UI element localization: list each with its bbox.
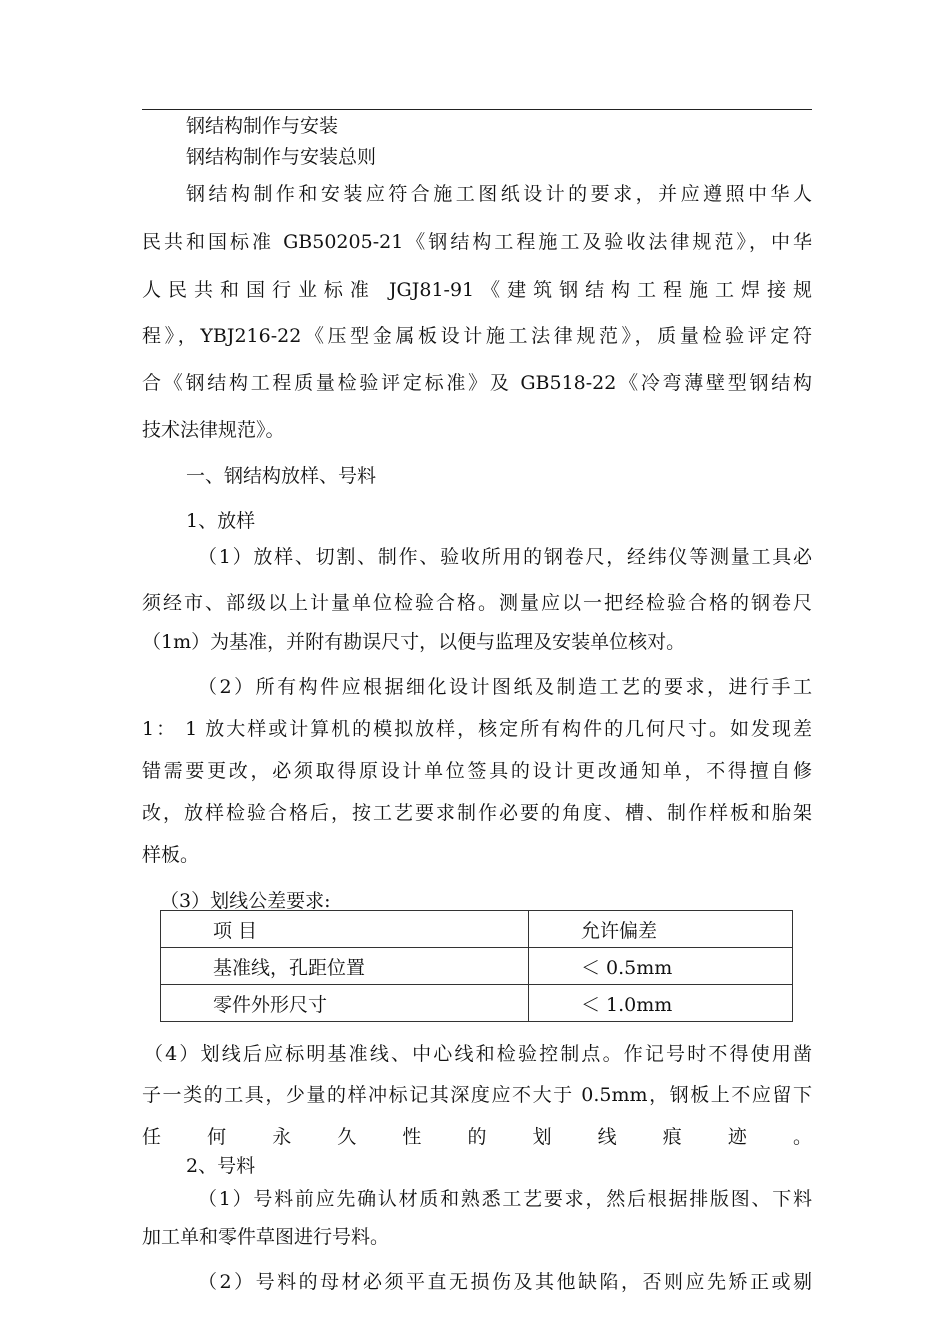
item4-line-3 xyxy=(142,1125,812,1149)
table-row xyxy=(161,985,793,1022)
intro-line-4: 程》，YBJ216-22《压型金属板设计施工法律规范》，质量检验评定符 xyxy=(142,325,812,347)
tolerance-table xyxy=(160,910,793,1022)
table-cell-item: 基准线，孔距位置 xyxy=(161,948,529,985)
intro-line-3: 人民共和国行业标准 JGJ81-91《建筑钢结构工程施工焊接规 xyxy=(142,279,812,301)
item4-char: 迹 xyxy=(727,1126,747,1148)
item4-char: 任 xyxy=(142,1126,162,1148)
table-row xyxy=(161,948,793,985)
sub1-title: 1、放样 xyxy=(186,510,256,532)
item4-line-1: （4）划线后应标明基准线、中心线和检验控制点。作记号时不得使用凿 xyxy=(144,1043,812,1065)
item1-line-1: （1）放样、切割、制作、验收所用的钢卷尺，经纬仪等测量工具必 xyxy=(198,546,812,568)
item2-line-2: 1： 1 放大样或计算机的模拟放样，核定所有构件的几何尺寸。如发现差 xyxy=(142,718,812,740)
item5-line-1: （1）号料前应先确认材质和熟悉工艺要求，然后根据排版图、下料 xyxy=(198,1188,812,1210)
item4-char: 划 xyxy=(532,1126,552,1148)
item4-char: 何 xyxy=(207,1126,227,1148)
item6-line-1: （2）号料的母材必须平直无损伤及其他缺陷，否则应先矫正或剔 xyxy=(198,1271,812,1293)
intro-line-1: 钢结构制作和安装应符合施工图纸设计的要求，并应遵照中华人 xyxy=(186,183,812,205)
item2-line-1: （2）所有构件应根据细化设计图纸及制造工艺的要求，进行手工 xyxy=(198,676,812,698)
sub2-title: 2、号料 xyxy=(186,1155,256,1177)
heading-steel-structure: 钢结构制作与安装 xyxy=(186,115,339,137)
table-header-item: 项 目 xyxy=(161,911,529,948)
item4-char: 永 xyxy=(272,1126,292,1148)
item4-char: 。 xyxy=(792,1126,812,1148)
section1-title: 一、钢结构放样、号料 xyxy=(186,465,377,487)
item4-char: 性 xyxy=(402,1126,422,1148)
item4-char: 线 xyxy=(597,1126,617,1148)
item4-char: 痕 xyxy=(662,1126,682,1148)
item4-char: 久 xyxy=(337,1126,357,1148)
item3-title: （3）划线公差要求: xyxy=(160,890,331,912)
table-header-row xyxy=(161,911,793,948)
intro-line-6: 技术法律规范》。 xyxy=(142,419,285,441)
item4-char: 的 xyxy=(467,1126,487,1148)
table-header-tolerance: 允许偏差 xyxy=(529,911,793,948)
item2-line-4: 改，放样检验合格后，按工艺要求制作必要的角度、槽、制作样板和胎架 xyxy=(142,802,812,824)
item1-line-2: 须经市、部级以上计量单位检验合格。测量应以一把经检验合格的钢卷尺 xyxy=(142,592,812,614)
table-cell-tolerance: ＜ 1.0mm xyxy=(529,985,793,1022)
item4-line-2: 子一类的工具，少量的样冲标记其深度应不大于 0.5mm，钢板上不应留下 xyxy=(142,1084,812,1106)
item1-line-3: （1m）为基准，并附有勘误尺寸，以便与监理及安装单位核对。 xyxy=(142,631,686,653)
table-cell-tolerance: ＜ 0.5mm xyxy=(529,948,793,985)
item5-line-2: 加工单和零件草图进行号料。 xyxy=(142,1226,390,1248)
heading-general-rules: 钢结构制作与安装总则 xyxy=(186,146,377,168)
header-rule xyxy=(142,109,812,110)
table-cell-item: 零件外形尺寸 xyxy=(161,985,529,1022)
item2-line-3: 错需要更改，必须取得原设计单位签具的设计更改通知单，不得擅自修 xyxy=(142,760,812,782)
item2-line-5: 样板。 xyxy=(142,844,200,866)
intro-line-5: 合《钢结构工程质量检验评定标准》及 GB518-22《冷弯薄壁型钢结构 xyxy=(142,372,812,394)
intro-line-2: 民共和国标准 GB50205-21《钢结构工程施工及验收法律规范》，中华 xyxy=(142,231,812,253)
